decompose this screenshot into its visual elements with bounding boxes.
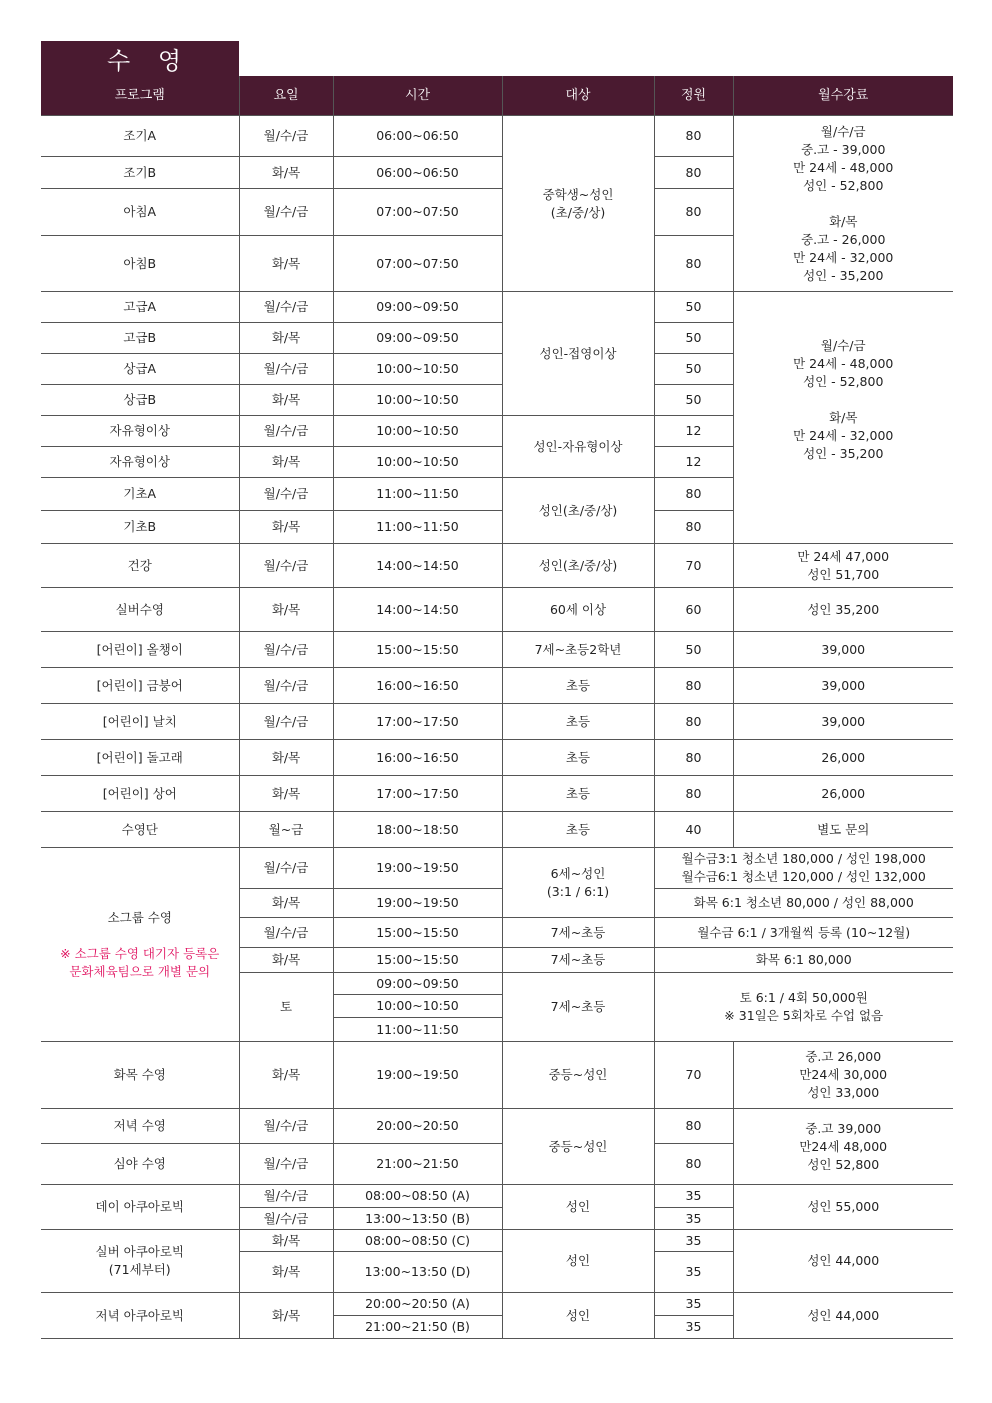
days: 월/수/금 [239, 848, 333, 889]
time: 17:00~17:50 [333, 776, 502, 812]
target: 초등 [502, 776, 654, 812]
capacity: 50 [654, 323, 733, 354]
fee: 성인 55,000 [733, 1185, 953, 1230]
capacity: 80 [654, 704, 733, 740]
fee: 26,000 [733, 776, 953, 812]
target: 성인 [502, 1293, 654, 1339]
time: 11:00~11:50 [333, 511, 502, 544]
program-name: 저녁 아쿠아로빅 [41, 1293, 239, 1339]
table-row [41, 588, 953, 632]
target: 성인 [502, 1230, 654, 1293]
time: 07:00~07:50 [333, 189, 502, 236]
capacity: 35 [654, 1208, 733, 1230]
capacity: 80 [654, 740, 733, 776]
table-row [41, 544, 953, 588]
target: 7세~초등 [502, 948, 654, 973]
time: 10:00~10:50 [333, 995, 502, 1018]
fee: 39,000 [733, 704, 953, 740]
time: 21:00~21:50 (B) [333, 1316, 502, 1339]
capacity: 80 [654, 116, 733, 157]
time: 08:00~08:50 (C) [333, 1230, 502, 1252]
header-days: 요일 [239, 76, 333, 116]
target: 6세~성인 (3:1 / 6:1) [502, 848, 654, 918]
program-name: 실버 아쿠아로빅 (71세부터) [41, 1230, 239, 1293]
days: 월/수/금 [239, 1185, 333, 1208]
header-target: 대상 [502, 76, 654, 116]
target: 초등 [502, 740, 654, 776]
time: 14:00~14:50 [333, 544, 502, 588]
days: 토 [239, 973, 333, 1042]
page-title: 수 영 [41, 41, 239, 76]
capacity: 70 [654, 544, 733, 588]
days: 월/수/금 [239, 1208, 333, 1230]
time: 21:00~21:50 [333, 1144, 502, 1185]
program-name: 아침B [41, 236, 239, 292]
capacity: 50 [654, 354, 733, 385]
time: 11:00~11:50 [333, 1018, 502, 1042]
capacity: 80 [654, 189, 733, 236]
time: 13:00~13:50 (B) [333, 1208, 502, 1230]
time: 09:00~09:50 [333, 323, 502, 354]
days: 월/수/금 [239, 544, 333, 588]
days: 화/목 [239, 323, 333, 354]
days: 화/목 [239, 447, 333, 478]
days: 월/수/금 [239, 918, 333, 948]
target: 7세~초등 [502, 973, 654, 1042]
capacity: 12 [654, 447, 733, 478]
days: 화/목 [239, 1293, 333, 1339]
days: 월/수/금 [239, 116, 333, 157]
capacity: 35 [654, 1185, 733, 1208]
capacity: 35 [654, 1230, 733, 1252]
days: 화/목 [239, 889, 333, 918]
header-time: 시간 [333, 76, 502, 116]
table-row [41, 704, 953, 740]
days: 화/목 [239, 740, 333, 776]
program-name: 저녁 수영 [41, 1109, 239, 1144]
time: 17:00~17:50 [333, 704, 502, 740]
capacity: 80 [654, 1109, 733, 1144]
header-program: 프로그램 [41, 76, 239, 116]
table-row [41, 740, 953, 776]
days: 화/목 [239, 588, 333, 632]
time: 07:00~07:50 [333, 236, 502, 292]
days: 월/수/금 [239, 1109, 333, 1144]
table-row [41, 1230, 953, 1252]
target: 초등 [502, 668, 654, 704]
days: 월/수/금 [239, 668, 333, 704]
program-name: 자유형이상 [41, 447, 239, 478]
days: 월/수/금 [239, 478, 333, 511]
capacity: 35 [654, 1293, 733, 1316]
capacity: 80 [654, 776, 733, 812]
fee: 성인 35,200 [733, 588, 953, 632]
time: 11:00~11:50 [333, 478, 502, 511]
days: 월/수/금 [239, 704, 333, 740]
target: 7세~초등 [502, 918, 654, 948]
time: 09:00~09:50 [333, 292, 502, 323]
program-name: 건강 [41, 544, 239, 588]
target: 초등 [502, 812, 654, 848]
fee: 화목 6:1 80,000 [654, 948, 953, 973]
target: 중학생~성인 (초/중/상) [502, 116, 654, 292]
small-group-note: ※ 소그룹 수영 대기자 등록은 [60, 945, 220, 961]
program-name: 조기A [41, 116, 239, 157]
time: 06:00~06:50 [333, 157, 502, 189]
capacity: 60 [654, 588, 733, 632]
table-row [41, 776, 953, 812]
fee: 26,000 [733, 740, 953, 776]
time: 19:00~19:50 [333, 848, 502, 889]
fee: 39,000 [733, 668, 953, 704]
program-name: [어린이] 상어 [41, 776, 239, 812]
program-name: 상급A [41, 354, 239, 385]
program-name: [어린이] 날치 [41, 704, 239, 740]
capacity: 12 [654, 416, 733, 447]
days: 화/목 [239, 1252, 333, 1293]
fee: 별도 문의 [733, 812, 953, 848]
table-row [41, 632, 953, 668]
time: 15:00~15:50 [333, 918, 502, 948]
table-row [41, 1185, 953, 1208]
header-fee: 월수강료 [733, 76, 953, 116]
capacity: 80 [654, 236, 733, 292]
target: 중등~성인 [502, 1042, 654, 1109]
table-row [41, 1042, 953, 1109]
swim-schedule-table [41, 76, 953, 1339]
days: 월/수/금 [239, 354, 333, 385]
days: 화/목 [239, 511, 333, 544]
target: 7세~초등2학년 [502, 632, 654, 668]
table-row [41, 116, 953, 157]
table-row [41, 812, 953, 848]
program-name: [어린이] 돌고래 [41, 740, 239, 776]
table-row [41, 292, 953, 323]
program-name: 화목 수영 [41, 1042, 239, 1109]
program-name: 자유형이상 [41, 416, 239, 447]
days: 화/목 [239, 1042, 333, 1109]
fee: 성인 44,000 [733, 1293, 953, 1339]
fee: 월수금 6:1 / 3개월씩 등록 (10~12월) [654, 918, 953, 948]
time: 08:00~08:50 (A) [333, 1185, 502, 1208]
time: 09:00~09:50 [333, 973, 502, 995]
time: 19:00~19:50 [333, 889, 502, 918]
program-name: 상급B [41, 385, 239, 416]
days: 화/목 [239, 1230, 333, 1252]
time: 16:00~16:50 [333, 668, 502, 704]
fee: 토 6:1 / 4회 50,000원 ※ 31일은 5회차로 수업 없음 [654, 973, 953, 1042]
program-name: 심야 수영 [41, 1144, 239, 1185]
fee: 월수금3:1 청소년 180,000 / 성인 198,000 월수금6:1 청소년 120,000 / 성인 132,000 [654, 848, 953, 889]
capacity: 40 [654, 812, 733, 848]
time: 10:00~10:50 [333, 416, 502, 447]
time: 10:00~10:50 [333, 385, 502, 416]
program-name: 수영단 [41, 812, 239, 848]
days: 화/목 [239, 157, 333, 189]
time: 20:00~20:50 (A) [333, 1293, 502, 1316]
capacity: 80 [654, 668, 733, 704]
target: 중등~성인 [502, 1109, 654, 1185]
small-group-program: 소그룹 수영 ※ 소그룹 수영 대기자 등록은 문화체육팀으로 개별 문의 [41, 848, 239, 1042]
capacity: 35 [654, 1316, 733, 1339]
days: 월/수/금 [239, 416, 333, 447]
fee: 월/수/금 중.고 - 39,000 만 24세 - 48,000 성인 - 52,800 화/목 중.고 - 26,000 만 24세 - 32,000 성인 - 35,200 [733, 116, 953, 292]
days: 월/수/금 [239, 632, 333, 668]
time: 19:00~19:50 [333, 1042, 502, 1109]
fee: 중.고 26,000 만24세 30,000 성인 33,000 [733, 1042, 953, 1109]
target: 60세 이상 [502, 588, 654, 632]
time: 14:00~14:50 [333, 588, 502, 632]
program-name: 기초A [41, 478, 239, 511]
header-capacity: 정원 [654, 76, 733, 116]
days: 월~금 [239, 812, 333, 848]
time: 16:00~16:50 [333, 740, 502, 776]
program-name: 데이 아쿠아로빅 [41, 1185, 239, 1230]
fee: 성인 44,000 [733, 1230, 953, 1293]
capacity: 80 [654, 1144, 733, 1185]
fee: 만 24세 47,000 성인 51,700 [733, 544, 953, 588]
program-name: [어린이] 올챙이 [41, 632, 239, 668]
target: 성인(초/중/상) [502, 544, 654, 588]
time: 13:00~13:50 (D) [333, 1252, 502, 1293]
time: 20:00~20:50 [333, 1109, 502, 1144]
capacity: 50 [654, 632, 733, 668]
target: 성인-접영이상 [502, 292, 654, 416]
target: 성인(초/중/상) [502, 478, 654, 544]
program-name: [어린이] 금붕어 [41, 668, 239, 704]
target: 성인-자유형이상 [502, 416, 654, 478]
program-name: 고급B [41, 323, 239, 354]
capacity: 50 [654, 385, 733, 416]
capacity: 80 [654, 478, 733, 511]
days: 월/수/금 [239, 292, 333, 323]
time: 15:00~15:50 [333, 632, 502, 668]
time: 10:00~10:50 [333, 447, 502, 478]
days: 화/목 [239, 236, 333, 292]
program-name: 조기B [41, 157, 239, 189]
table-row [41, 668, 953, 704]
time: 06:00~06:50 [333, 116, 502, 157]
target: 초등 [502, 704, 654, 740]
days: 월/수/금 [239, 1144, 333, 1185]
target: 성인 [502, 1185, 654, 1230]
program-name: 기초B [41, 511, 239, 544]
days: 화/목 [239, 948, 333, 973]
table-row [41, 1293, 953, 1316]
table-row [41, 1109, 953, 1144]
time: 18:00~18:50 [333, 812, 502, 848]
program-name: 고급A [41, 292, 239, 323]
days: 화/목 [239, 776, 333, 812]
program-name: 실버수영 [41, 588, 239, 632]
table-row [41, 848, 953, 889]
days: 화/목 [239, 385, 333, 416]
capacity: 70 [654, 1042, 733, 1109]
time: 15:00~15:50 [333, 948, 502, 973]
days: 월/수/금 [239, 189, 333, 236]
capacity: 80 [654, 511, 733, 544]
fee: 화목 6:1 청소년 80,000 / 성인 88,000 [654, 889, 953, 918]
time: 10:00~10:50 [333, 354, 502, 385]
fee: 중.고 39,000 만24세 48,000 성인 52,800 [733, 1109, 953, 1185]
program-name: 아침A [41, 189, 239, 236]
fee: 39,000 [733, 632, 953, 668]
table-header-row [41, 76, 953, 116]
capacity: 80 [654, 157, 733, 189]
capacity: 50 [654, 292, 733, 323]
fee: 월/수/금 만 24세 - 48,000 성인 - 52,800 화/목 만 24세 - 32,000 성인 - 35,200 [733, 292, 953, 544]
capacity: 35 [654, 1252, 733, 1293]
